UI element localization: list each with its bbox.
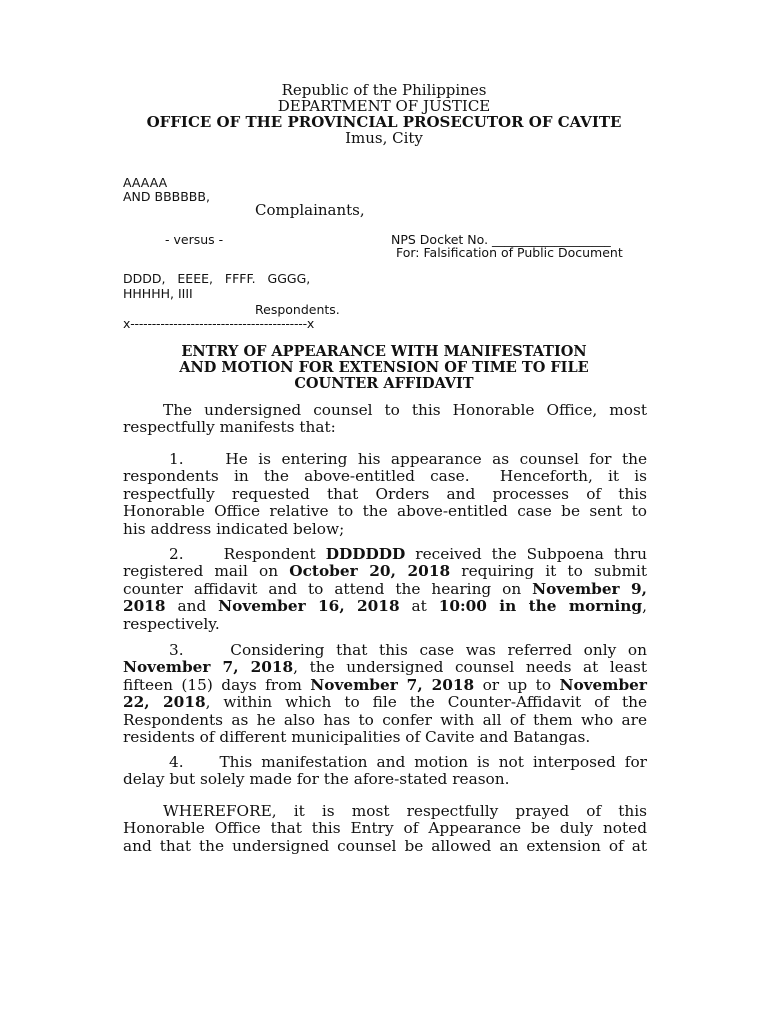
wherefore-paragraph: WHEREFORE, it is most respectfully prayed of this Honorable Office that this Entry of Appearance be duly noted and that the undersigned counsel be allowed an extension of at <box>123 802 647 855</box>
header-city: Imus, City <box>345 129 423 147</box>
paragraph-3: 3. Considering that this case was referred only on November 7, 2018, the undersigned counsel needs at least fifteen (15) days from November 7, 2018 or up to November 22, 2018, within which to file the Counter-Affidavit of the Respondents as he also has to confer with all of them who are residents of different municipalities of Cavite and Batangas. <box>123 641 648 747</box>
complainant-line-2: AND BBBBBB, <box>123 189 210 204</box>
respondent-line-2: HHHHH, IIII <box>123 286 193 301</box>
respondents-label: Respondents. <box>255 302 340 317</box>
docket-number-label: NPS Docket No. ___________________ <box>391 232 611 247</box>
complainant-line-1: AAAAA <box>123 175 168 190</box>
title-line-1: ENTRY OF APPEARANCE WITH MANIFESTATION <box>181 343 587 360</box>
title-line-2: AND MOTION FOR EXTENSION OF TIME TO FILE <box>179 359 589 376</box>
header-republic: Republic of the Philippines <box>281 81 487 99</box>
paragraph-4: 4. This manifestation and motion is not interposed for delay but solely made for the afore-stated reason. <box>123 753 647 789</box>
title-line-3: COUNTER AFFIDAVIT <box>294 375 474 392</box>
versus-label: - versus - <box>165 232 224 247</box>
paragraph-2: 2. Respondent DDDDDD received the Subpoena thru registered mail on October 20, 2018 requiring it to submit counter affidavit and to attend the hearing on November 9, 2018 and November 16, 2018 at 10:00 in the morning, respectively. <box>123 545 647 633</box>
respondent-line-1: DDDD, EEEE, FFFF. GGGG, <box>123 271 311 286</box>
charge-label: For: Falsification of Public Document <box>396 245 623 260</box>
paragraph-1: 1. He is entering his appearance as counsel for the respondents in the above-entitled case. Henceforth, it is respectfully requested that Orders and processes of this Honorable Office relative to the above-entitled case be sent to his address indicated below; <box>123 450 647 538</box>
intro-paragraph: The undersigned counsel to this Honorable Office, most respectfully manifests that: <box>123 401 647 437</box>
complainants-label: Complainants, <box>255 201 365 219</box>
caption-separator: x-----------------------------------------x <box>123 316 315 331</box>
header-department: DEPARTMENT OF JUSTICE <box>277 97 491 115</box>
header-office: OFFICE OF THE PROVINCIAL PROSECUTOR OF CAVITE <box>146 113 622 131</box>
